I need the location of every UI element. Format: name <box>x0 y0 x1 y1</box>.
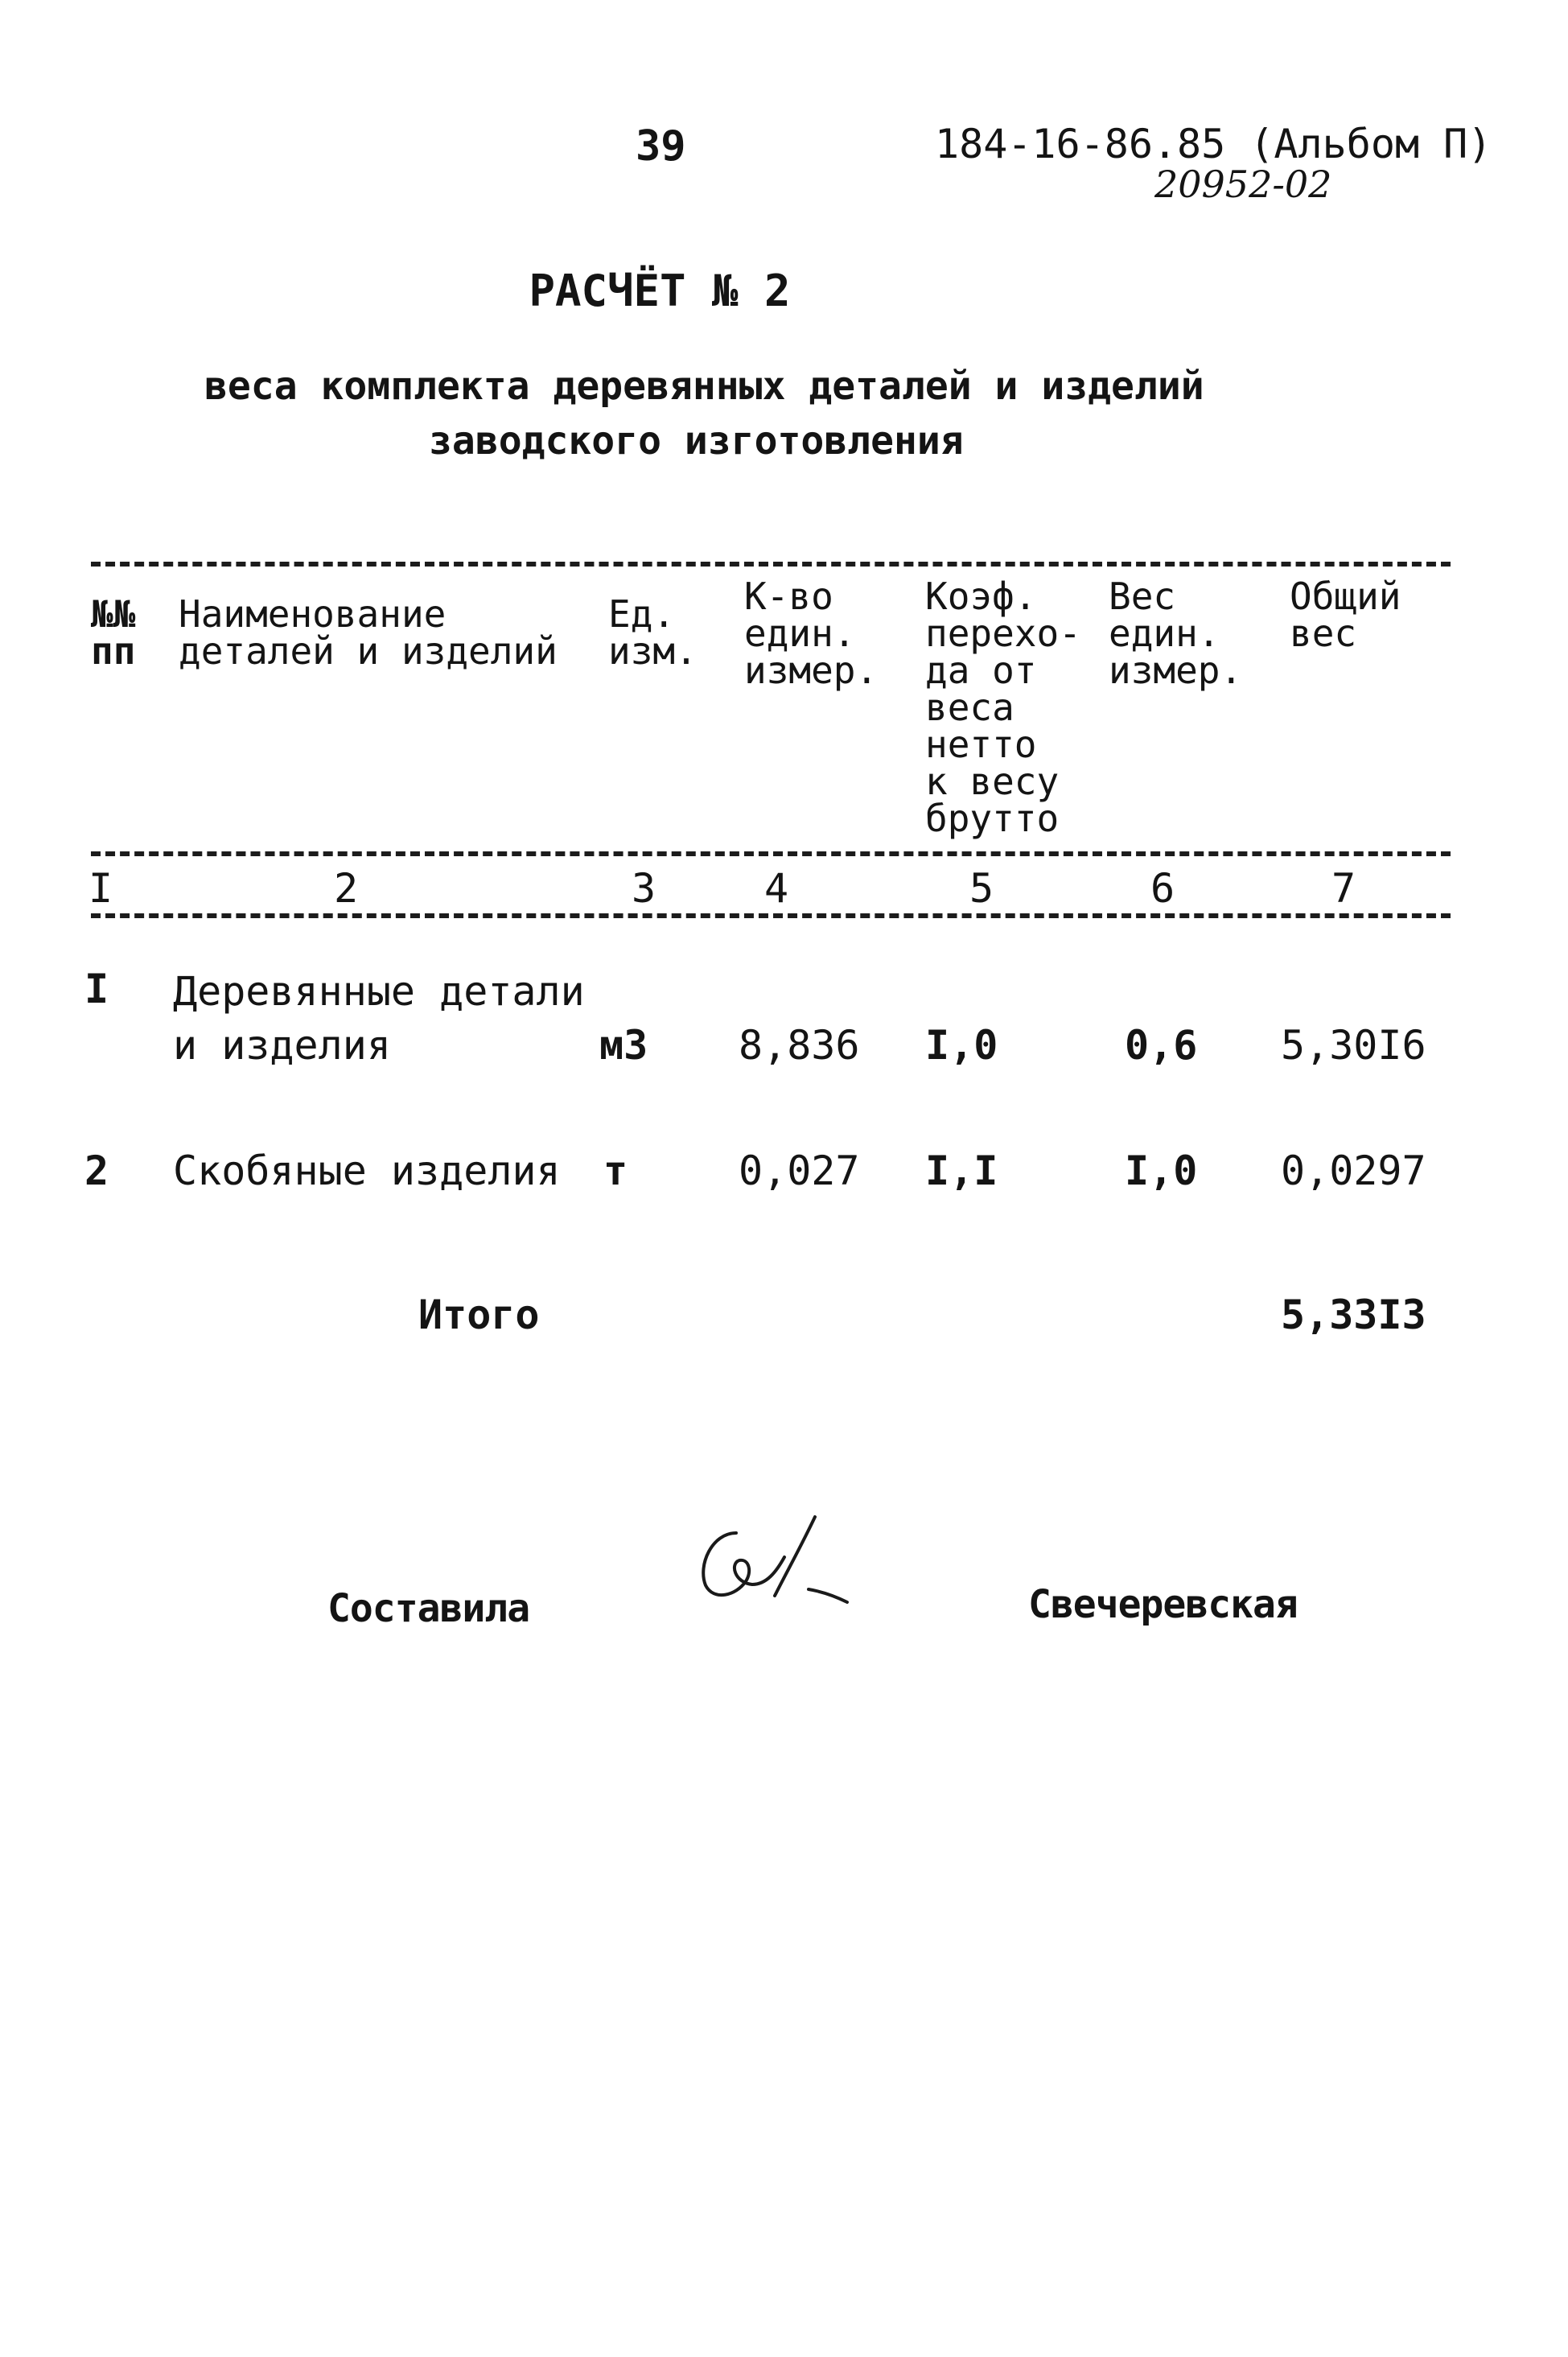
header-col-name: Наименование деталей и изделий <box>179 592 558 673</box>
column-number-1: I <box>88 865 113 912</box>
subtitle-line-1: веса комплекта деревянных деталей и изделий <box>204 364 1204 409</box>
row-number: I <box>84 966 109 1012</box>
subtitle-line-2: заводского изготовления <box>429 418 964 464</box>
document-code: 184-16-86.85 (Альбом П) <box>935 121 1492 167</box>
item-name-line-2: и изделия <box>173 1022 391 1069</box>
item-total-weight: 0,0297 <box>1281 1148 1426 1194</box>
handwritten-signature <box>688 1501 857 1621</box>
column-numbers-bottom-rule <box>91 913 1451 918</box>
column-number-5: 5 <box>969 865 994 912</box>
item-coefficient: I,0 <box>925 1022 998 1069</box>
item-unit: м3 <box>599 1022 648 1069</box>
item-unit-weight: 0,6 <box>1125 1022 1198 1069</box>
header-col-unit: Ед. изм. <box>608 592 698 673</box>
item-quantity: 0,027 <box>739 1148 860 1194</box>
signature <box>688 1501 857 1625</box>
document-title: РАСЧЁТ № 2 <box>529 266 791 316</box>
column-number-6: 6 <box>1150 865 1175 912</box>
page-number: 39 <box>636 122 686 171</box>
column-number-3: 3 <box>631 865 656 912</box>
header-bottom-rule <box>91 851 1451 856</box>
item-name-line-1: Деревянные детали <box>173 968 585 1015</box>
item-total-weight: 5,30I6 <box>1281 1022 1426 1069</box>
header-col-qty: К-во един. измер. <box>744 575 879 692</box>
total-label: Итого <box>418 1292 540 1338</box>
table-top-rule <box>91 562 1451 567</box>
column-number-2: 2 <box>333 865 359 912</box>
row-number: 2 <box>84 1148 109 1194</box>
header-col-unit-weight: Вес един. измер. <box>1109 575 1243 692</box>
item-coefficient: I,I <box>925 1148 998 1194</box>
compiler-name: Свечеревская <box>1028 1582 1298 1627</box>
column-number-4: 4 <box>763 865 789 912</box>
handwritten-code: 20952-02 <box>1154 163 1332 206</box>
header-col-no: №№ пп <box>91 592 136 673</box>
header-col-total: Общий вес <box>1290 575 1401 655</box>
item-unit: т <box>603 1148 628 1194</box>
item-unit-weight: I,0 <box>1125 1148 1198 1194</box>
total-value: 5,33I3 <box>1281 1292 1426 1338</box>
column-number-7: 7 <box>1331 865 1356 912</box>
item-name-line-1: Скобяные изделия <box>173 1148 561 1194</box>
item-quantity: 8,836 <box>739 1022 860 1069</box>
header-col-coef: Коэф. перехо- да от веса нетто к весу брутто <box>925 575 1081 840</box>
compiled-by-label: Составила <box>327 1586 530 1631</box>
